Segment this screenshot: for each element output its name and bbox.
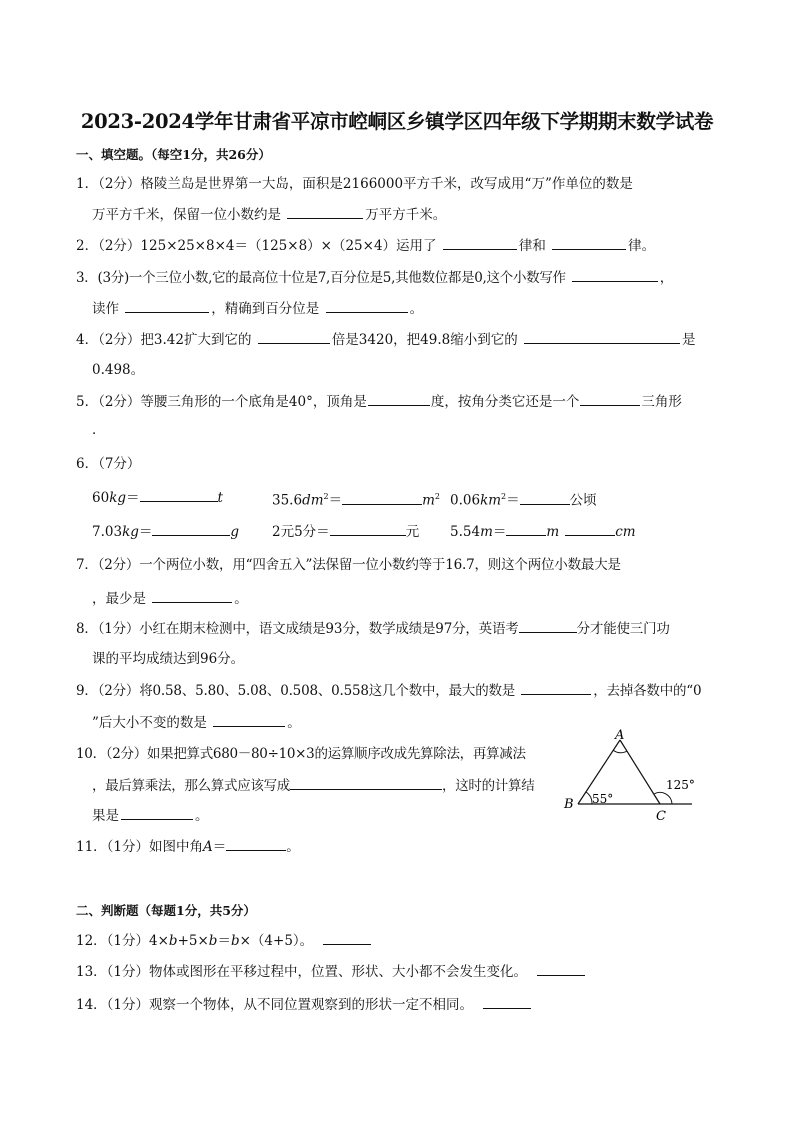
question-1-text: 1．（2分）格陵兰岛是世界第一大岛，面积是2166000平方千米，改写成用“万”作单位的数是 (76, 176, 633, 192)
question-5-text-3: 三角形 (641, 394, 682, 410)
question-6-heading: 6．（7分） (76, 456, 141, 472)
question-2-blank-2[interactable] (552, 235, 626, 250)
question-5-line-1 (76, 391, 682, 412)
question-8-text-2: 分才能使三门功 (576, 621, 670, 637)
question-5-text: 5．（2分）等腰三角形的一个底角是40°，顶角是 (76, 394, 367, 410)
question-4-text-2: 倍是3420，把49.8缩小到它的 (331, 332, 518, 348)
question-10-text-3: ，这时的计算结 (442, 778, 535, 794)
question-3-blank-2[interactable] (125, 298, 209, 313)
question-14-answer-blank[interactable] (483, 994, 531, 1009)
q6-unit: m (480, 524, 493, 540)
question-9-line-2 (92, 712, 301, 733)
q6-value: 7.03 (92, 524, 123, 540)
q6-target-unit: 公顷 (569, 492, 597, 509)
angle-ext-label: 125° (666, 778, 695, 792)
question-12-text: 12．（1分）4× (76, 933, 169, 949)
question-12-line (76, 930, 371, 951)
question-7-text-3: 。 (234, 591, 248, 607)
question-9-blank-1[interactable] (521, 680, 591, 695)
question-13-answer-blank[interactable] (537, 961, 585, 976)
question-11-text-2: ＝ (212, 839, 227, 855)
angle-b-label: 55° (592, 792, 614, 806)
question-6-blank-7[interactable] (565, 521, 615, 536)
question-10-text-2: ，最后算乘法，那么算式应该写成 (92, 778, 290, 794)
question-9-blank-2[interactable] (213, 712, 285, 727)
question-4-line-2: 0.498。 (92, 362, 145, 378)
question-7-line-2 (92, 588, 248, 609)
q6-target-unit: m (422, 492, 435, 509)
triangle-figure (556, 726, 706, 826)
question-11-text: 11．（1分）如图中角 (76, 839, 204, 855)
question-6-item-3 (450, 487, 597, 511)
question-6-blank-2[interactable] (342, 490, 422, 505)
question-1-line-1 (76, 174, 633, 194)
question-2-text: 2．（2分）125×25×8×4＝（125×8）×（25×4）运用了 (76, 238, 437, 254)
q6-target-unit: m (546, 524, 560, 540)
q6-equals: ＝ (506, 492, 520, 509)
q6-value: 5.54 (450, 524, 481, 540)
question-1-text-3: 万平方千米。 (365, 207, 447, 223)
q6-power: 2 (501, 492, 507, 501)
q6-value: 2元5分＝ (272, 524, 330, 540)
question-10-line-3 (92, 805, 209, 826)
question-12-text-2: +5× (177, 933, 209, 949)
q6-equals: ＝ (492, 524, 507, 540)
question-3-text-5: 。 (409, 301, 424, 317)
question-9-text: 9．（2分）将0.58、5.80、5.08、0.508、0.558这几个数中，最大的数是 (76, 683, 516, 699)
question-6-item-4 (92, 521, 239, 542)
question-4-blank-2[interactable] (524, 329, 680, 344)
section-fill-blank-heading: 一、填空题。（每空1分，共26分） (76, 147, 271, 162)
question-3-line-1 (76, 267, 673, 288)
question-10-line-1: 10．（2分）如果把算式680－80÷10×3的运算顺序改成先算除法，再算减法 (76, 746, 526, 762)
question-10-text-4: 果是 (92, 808, 119, 824)
question-6-blank-4[interactable] (152, 521, 230, 536)
question-1-text-2: 万平方千米，保留一位小数约是 (92, 207, 281, 223)
question-6-blank-3[interactable] (520, 490, 570, 505)
section-true-false-heading: 二、判断题（每题1分，共5分） (76, 903, 256, 918)
question-9-line-1 (76, 680, 701, 701)
question-8-text: 8．（1分）小红在期末检测中，语文成绩是93分，数学成绩是97分，英语考 (76, 621, 519, 637)
question-12-answer-blank[interactable] (323, 930, 371, 945)
q6-target-unit: 元 (405, 524, 420, 540)
q6-equals: ＝ (138, 524, 153, 540)
question-14-text: 14．（1分）观察一个物体，从不同位置观察到的形状一定不相同。 (76, 997, 474, 1013)
question-3-blank-1[interactable] (572, 267, 658, 282)
q6-target-unit: cm (615, 524, 636, 540)
question-7-text-2: ，最少是 (92, 591, 146, 607)
triangle-side-ac (620, 740, 660, 804)
question-10-blank-2[interactable] (121, 805, 193, 820)
question-10-line-2 (92, 775, 534, 796)
question-12-var-3: b (230, 933, 240, 949)
q6-value: 60 (92, 490, 110, 506)
question-11-var: A (203, 839, 213, 855)
question-5-text-2: 度，按角分类它还是一个 (430, 394, 580, 410)
q6-unit: dm (302, 492, 324, 509)
q6-value: 0.06 (450, 492, 481, 509)
question-9-text-3: ”后大小不变的数是 (92, 715, 207, 731)
question-8-line-1 (76, 618, 670, 639)
question-12-text-4: ×（4+5）。 (239, 933, 314, 949)
question-8-blank[interactable] (519, 618, 577, 633)
question-6-item-1 (92, 487, 223, 508)
q6-target-unit: t (217, 490, 223, 506)
question-1-blank[interactable] (287, 204, 363, 219)
question-12-text-3: ＝ (217, 933, 231, 949)
question-3-text-4: ，精确到百分位是 (211, 301, 320, 317)
question-4-text: 4．（2分）把3.42扩大到它的 (76, 332, 252, 348)
question-2-line (76, 235, 655, 256)
question-9-text-2: ，去掉各数中的“0 (593, 683, 702, 699)
question-11-text-3: 。 (286, 839, 300, 855)
question-7-blank[interactable] (152, 588, 232, 603)
q6-equals: ＝ (328, 492, 343, 509)
question-3-blank-3[interactable] (326, 298, 408, 313)
q6-power: 2 (434, 492, 441, 501)
q6-unit: km (480, 492, 502, 509)
question-3-text: 3．(3分)一个三位小数,它的最高位十位是7,百分位是5,其他数位都是0,这个小数写作 (76, 270, 566, 286)
q6-value: 35.6 (272, 492, 303, 509)
question-6-item-5 (272, 521, 419, 542)
q6-unit: kg (109, 490, 127, 506)
question-11-blank[interactable] (226, 836, 286, 851)
question-6-blank-1[interactable] (140, 487, 218, 502)
page-title: 2023-2024学年甘肃省平凉市崆峒区乡镇学区四年级下学期期末数学试卷 (80, 110, 714, 133)
question-5-blank-2[interactable] (580, 391, 640, 406)
question-11-line (76, 836, 300, 857)
question-4-blank-1[interactable] (258, 329, 330, 344)
question-10-blank-1[interactable] (290, 775, 442, 790)
question-2-text-2: 律和 (518, 238, 546, 254)
vertex-b-label: B (564, 797, 574, 812)
question-9-text-4: 。 (287, 715, 301, 731)
vertex-c-label: C (656, 809, 666, 824)
q6-equals: ＝ (126, 490, 140, 506)
question-12-var-2: b (208, 933, 218, 949)
question-4-line-1 (76, 329, 696, 350)
question-5-blank-1[interactable] (368, 391, 430, 406)
question-4-text-3: 是 (682, 332, 696, 348)
question-2-text-3: 律。 (628, 238, 656, 254)
question-10-text-5: 。 (195, 808, 209, 824)
question-13-text: 13．（1分）物体或图形在平移过程中，位置、形状、大小都不会发生变化。 (76, 964, 528, 980)
question-3-line-2 (92, 298, 423, 319)
q6-target-unit: g (230, 524, 240, 540)
question-6-item-2 (272, 487, 440, 511)
question-6-blank-6[interactable] (506, 521, 546, 536)
question-14-line (76, 994, 531, 1015)
question-7-line-1: 7．（2分）一个两位小数，用“四舍五入”法保留一位小数约等于16.7，则这个两位小数最大是 (76, 557, 621, 573)
question-2-blank-1[interactable] (443, 235, 517, 250)
question-12-var: b (168, 933, 178, 949)
question-13-line (76, 961, 585, 982)
q6-unit: kg (122, 524, 139, 540)
q6-power: 2 (323, 492, 329, 501)
angle-a-arc (613, 750, 627, 753)
question-6-item-6 (450, 521, 636, 542)
question-6-blank-5[interactable] (330, 521, 406, 536)
question-3-text-2: ， (659, 270, 673, 286)
vertex-a-label: A (615, 728, 625, 743)
question-1-line-2 (92, 204, 446, 225)
question-3-text-3: 读作 (92, 301, 119, 317)
question-8-line-2: 课的平均成绩达到96分。 (92, 651, 245, 667)
question-5-line-2: ． (92, 422, 106, 438)
